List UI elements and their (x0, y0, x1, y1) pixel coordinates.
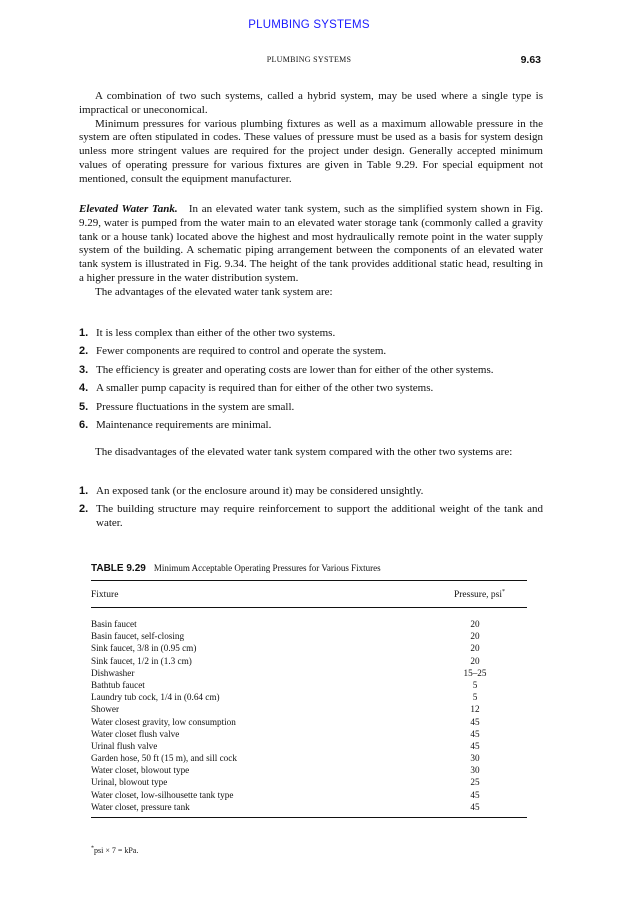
table-title: Minimum Acceptable Operating Pressures for Various Fixtures (153, 563, 381, 573)
fixture-cell: Sink faucet, 3/8 in (0.95 cm) (91, 643, 197, 654)
disadvantages-list-wrap (79, 485, 543, 536)
table-footnote (91, 846, 138, 855)
table-header-row (91, 581, 527, 607)
advantage-item-number: 1. (79, 327, 89, 339)
advantage-item (79, 419, 543, 433)
running-head: PLUMBING SYSTEMS (266, 55, 352, 64)
advantages-list-wrap (79, 327, 543, 437)
fixture-pressure-table (91, 580, 527, 818)
advantage-item (79, 327, 543, 341)
table-row (91, 740, 527, 752)
pressure-cell: 20 (470, 643, 480, 654)
footnote-mark: * (502, 588, 505, 595)
table-row (91, 703, 527, 715)
advantage-item-text: It is less complex than either of the other two systems. (96, 327, 336, 339)
pressure-cell: 20 (470, 655, 480, 666)
table-row (91, 789, 527, 801)
pressure-cell: 30 (470, 765, 480, 776)
advantage-item (79, 345, 543, 359)
fixture-cell: Water closet, blowout type (91, 765, 190, 776)
advantage-item-text: The efficiency is greater and operating costs are lower than for either of the other systems. (96, 363, 494, 376)
pressure-cell: 25 (470, 777, 480, 788)
advantage-item-text: Fewer components are required to control and operate the system. (96, 345, 387, 358)
fixture-cell: Shower (91, 704, 120, 715)
paragraph-hybrid: A combination of two such systems, called a hybrid system, may be used where a single type is impractical or uneconomical. (79, 90, 543, 116)
footnote-text: psi × 7 = kPa. (94, 846, 139, 855)
pressure-cell: 45 (470, 801, 480, 812)
table-caption (91, 563, 381, 574)
advantage-item-number: 3. (79, 363, 89, 376)
page-number: 9.63 (520, 54, 541, 66)
disadvantage-item-number: 2. (79, 503, 89, 516)
fixture-cell: Water closest gravity, low consumption (91, 716, 236, 727)
advantage-item (79, 401, 543, 415)
pressure-cell: 5 (472, 692, 478, 703)
fixture-cell: Basin faucet (91, 619, 137, 629)
fixture-cell: Basin faucet, self-closing (91, 631, 185, 642)
table-row (91, 655, 527, 667)
table-row (91, 728, 527, 740)
top-banner: PLUMBING SYSTEMS (248, 19, 370, 31)
advantage-item-number: 4. (79, 382, 89, 395)
fixture-cell: Garden hose, 50 ft (15 m), and sill cock (91, 753, 237, 764)
elevated-tank-section (79, 203, 543, 300)
table-row (91, 691, 527, 703)
intro-section (79, 90, 543, 187)
section-heading-elevated-water-tank: Elevated Water Tank. (79, 203, 178, 215)
fixture-cell: Bathtub faucet (91, 679, 145, 690)
advantage-item-number: 2. (79, 345, 89, 358)
fixture-cell: Urinal, blowout type (91, 777, 168, 788)
advantage-item-text: Pressure fluctuations in the system are small. (96, 400, 295, 413)
fixture-cell: Sink faucet, 1/2 in (1.3 cm) (91, 655, 192, 666)
disadvantages-list (79, 485, 543, 531)
disadvantage-item-text: The building structure may require reinforcement to support the additional weight of the tank and water. (96, 503, 543, 530)
fixture-cell: Water closet, low-silhousette tank type (91, 789, 234, 800)
advantages-list (79, 327, 543, 433)
advantage-item (79, 364, 543, 378)
table-row (91, 752, 527, 764)
paragraph-min-pressures: Minimum pressures for various plumbing fixtures as well as a maximum allowable pressure in the system are often stipulated in codes. These values of pressure must be used as a basis for system design unless more stringent values are required for the project under design. Generally accepted minimum values of operating pressure for various fixtures are given in Table 9.29. For special equipment not mentioned, consult the equipment manufacturer. (79, 117, 543, 185)
paragraph-advantages-intro: The advantages of the elevated water tank system are: (95, 285, 333, 298)
pressure-cell: 20 (470, 631, 480, 642)
disadvantage-item-text: An exposed tank (or the enclosure around it) may be considered unsightly. (96, 485, 424, 497)
table-row (91, 776, 527, 788)
fixture-cell: Water closet flush valve (91, 728, 180, 739)
table-body (91, 608, 527, 817)
table-row (91, 642, 527, 654)
pressure-cell: 45 (470, 789, 480, 800)
table-row (91, 667, 527, 679)
advantage-item-number: 6. (79, 418, 89, 431)
pressure-cell: 20 (470, 619, 480, 629)
disadvantage-item (79, 503, 543, 531)
disadvantage-item-number: 1. (79, 485, 89, 497)
disadvantages-intro-wrap (79, 446, 543, 460)
advantage-item (79, 382, 543, 396)
table-row (91, 801, 527, 813)
disadvantage-item (79, 485, 543, 499)
pressure-cell: 45 (470, 740, 480, 751)
table-bottom-rule (91, 817, 527, 818)
pressure-cell: 30 (470, 753, 480, 764)
paragraph-elevated-tank-text: In an elevated water tank system, such as the simplified system shown in Fig. 9.29, water is pumped from the water main to an elevated water storage tank (commonly called a gravity tank or a house tank) located above the highest and most hydraulically remote point in the water supply system of the building. A schematic piping arrangement between the components of an elevated water tank system is illustrated in Fig. 9.34. The height of the tank provides additional static head, resulting in a higher pressure in the water distribution system. (79, 203, 543, 284)
pressure-cell: 12 (470, 704, 480, 715)
fixture-cell: Dishwasher (91, 667, 135, 678)
table-row (91, 618, 527, 630)
fixture-cell: Laundry tub cock, 1/4 in (0.64 cm) (91, 692, 220, 703)
advantage-item-text: Maintenance requirements are minimal. (96, 418, 272, 431)
table-label: TABLE 9.29 (91, 563, 146, 574)
pressure-cell: 45 (470, 716, 480, 727)
paragraph-elevated-tank (79, 203, 543, 286)
advantage-item-text: A smaller pump capacity is required than for either of the other two systems. (96, 382, 434, 395)
column-header-fixture: Fixture (91, 590, 119, 600)
table-row (91, 716, 527, 728)
fixture-cell: Urinal flush valve (91, 740, 158, 751)
table-row (91, 630, 527, 642)
fixture-cell: Water closet, pressure tank (91, 801, 190, 812)
pressure-cell: 45 (470, 728, 480, 739)
footnote-mark: * (91, 845, 94, 852)
column-header-pressure: Pressure, psi* (453, 588, 505, 600)
pressure-cell: 5 (472, 679, 478, 690)
table-row (91, 764, 527, 776)
pressure-cell: 15–25 (463, 667, 487, 678)
advantage-item-number: 5. (79, 400, 89, 413)
paragraph-disadvantages-intro: The disadvantages of the elevated water tank system compared with the other two systems are: (95, 446, 513, 458)
table-row (91, 679, 527, 691)
